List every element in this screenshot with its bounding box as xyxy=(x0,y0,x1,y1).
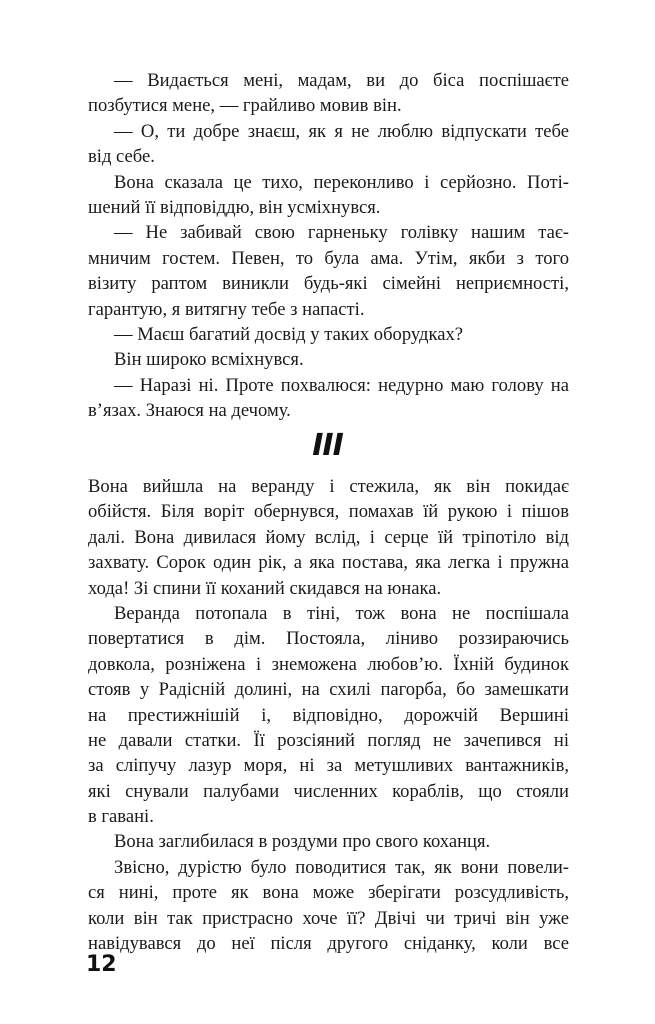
text-line: Вона вийшла на веранду і стежила, як він покидає xyxy=(88,476,569,497)
text-line: обійстя. Біля воріт обернувся, помахав їй рукою і пішов xyxy=(88,501,569,523)
text-line: ся нині, проте як вона може зберігати розсудливість, xyxy=(88,882,569,904)
text-line: позбутися мене, — грайливо мовив він. xyxy=(88,95,402,117)
text-line: Вона сказала це тихо, переконливо і серйозно. Поті- xyxy=(114,171,569,193)
text-line: захвату. Сорок один рік, а яка постава, яка легка і пружна xyxy=(88,552,569,574)
text-line: візиту раптом виникли будь-які сімейні неприємності, xyxy=(88,273,569,295)
text-line: — Наразі ні. Проте похвалюся: недурно маю голову на xyxy=(114,374,569,396)
text-line: Веранда потопала в тіні, тож вона не поспішала xyxy=(114,602,569,624)
text-line: від себе. xyxy=(88,146,155,168)
text-line: які снували палубами численних кораблів, що стояли xyxy=(88,780,569,802)
chapter-heading: III xyxy=(312,428,343,463)
text-line: стояв у Радісній долині, на схилі пагорба, бо замешкати xyxy=(88,679,569,701)
text-block-bottom xyxy=(88,474,569,956)
text-line: Він широко всміхнувся. xyxy=(114,349,304,371)
text-line: хода! Зі спини її коханий скидався на юнака. xyxy=(88,577,442,599)
text-line: далі. Вона дивилася йому вслід, і серце їй тріпотіло від xyxy=(88,526,569,548)
text-line: коли він так пристрасно хоче її? Двічі чи тричі він уже xyxy=(88,907,569,929)
text-line: гарантую, я витягну тебе з напасті. xyxy=(88,298,365,320)
text-line: — О, ти добре знаєш, як я не люблю відпускати тебе xyxy=(114,120,569,142)
text-line: повертатися в дім. Постояла, ліниво роззираючись xyxy=(88,628,569,650)
text-line: довкола, розніжена і знеможена любов’ю. Їхній будинок xyxy=(88,653,569,675)
text-line: Вона заглибилася в роздуми про свого коханця. xyxy=(114,831,491,853)
text-line: шений її відповіддю, він усміхнувся. xyxy=(88,196,381,218)
text-line: за сліпучу лазур моря, ні за метушливих вантажників, xyxy=(88,755,569,777)
text-line: в’язах. Знаюся на дечому. xyxy=(88,400,291,422)
text-line: — Не забивай свою гарненьку голівку нашим тає- xyxy=(114,222,569,244)
text-line: не давали статки. Її розсіяний погляд не зачепився ні xyxy=(88,729,569,751)
text-line: на престижнішій і, відповідно, дорожчій Вершині xyxy=(88,704,569,726)
text-line: мничим гостем. Певен, то була ама. Утім, якби з того xyxy=(88,247,569,269)
text-line: навідувався до неї після другого сніданку, коли все xyxy=(88,933,569,955)
page-number: 12 xyxy=(86,952,117,977)
text-line: — Маєш багатий досвід у таких оборудках? xyxy=(114,323,464,345)
text-block-top xyxy=(88,68,569,423)
text-line: — Видається мені, мадам, ви до біса поспішаєте xyxy=(114,70,569,91)
text-line: в гавані. xyxy=(88,806,154,828)
text-line: Звісно, дурістю було поводитися так, як вони повели- xyxy=(114,856,569,878)
